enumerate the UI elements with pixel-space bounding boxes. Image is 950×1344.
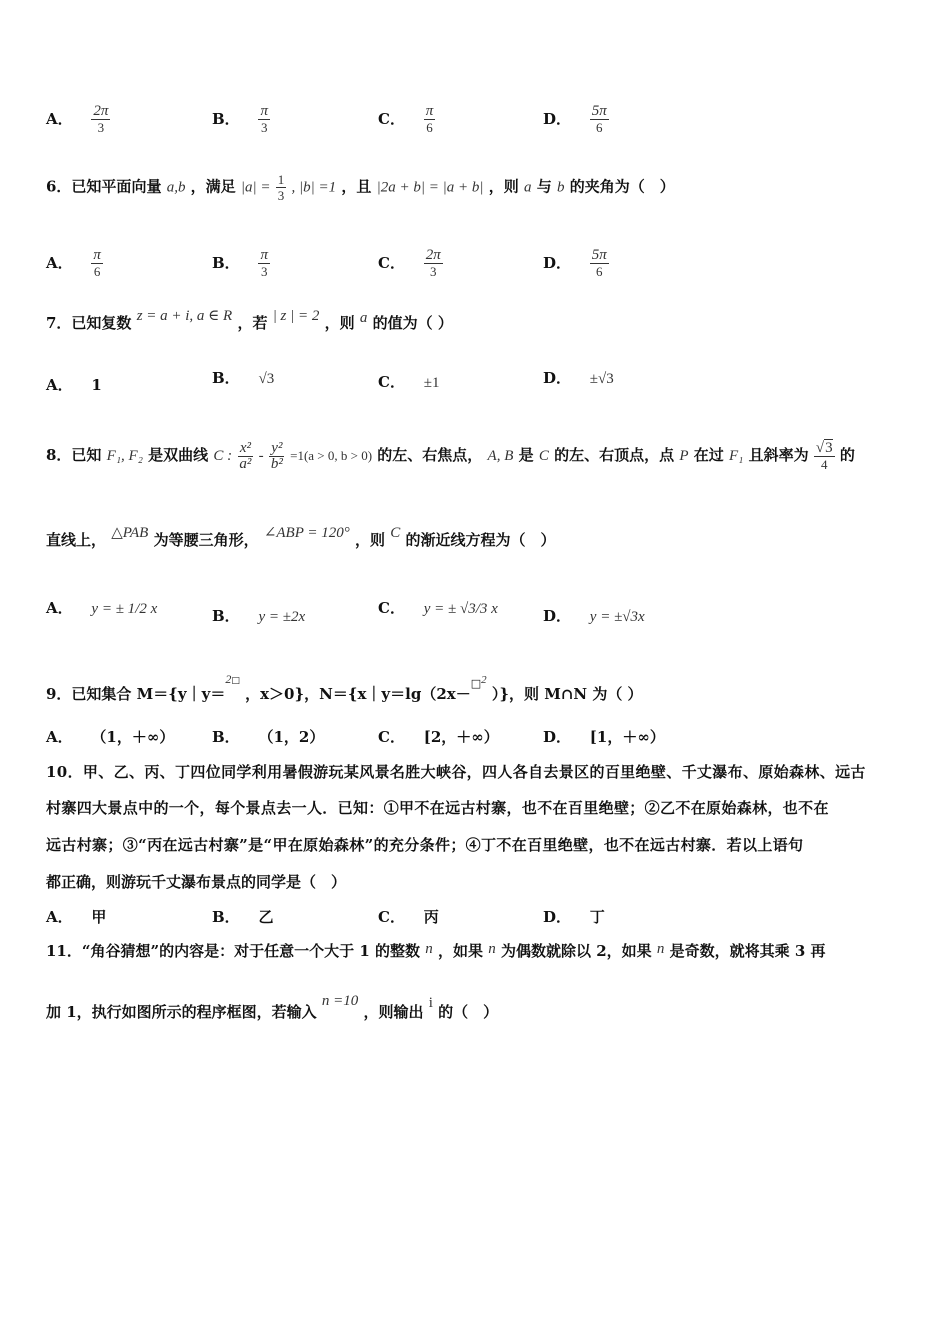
q10-option-d: D． 丁 <box>543 908 605 926</box>
question-10-line-4: 都正确，则游玩千丈瀑布景点的同学是（ ） <box>46 873 347 891</box>
q8-option-a: A． y = ± 1/2 x <box>46 599 158 617</box>
q9-option-a: A． （1，＋∞） <box>46 728 175 746</box>
q9-option-b: B． （1，2） <box>212 728 325 746</box>
question-10-line-3: 远古村寨；③“丙在远古村寨”是“甲在原始森林”的充分条件；④丁不在百里绝壁，也不在远古村寨．若以上语句 <box>46 836 804 854</box>
q7-option-a: A． 1 <box>46 376 102 394</box>
q7-option-b: B． √3 <box>212 369 275 387</box>
question-7: 7．已知复数 z = a + i, a ∈ R ，若 | z | = 2 ，则 a 的值为（ ） <box>46 308 453 332</box>
q7-option-d: D． ±√3 <box>543 369 614 387</box>
fraction: $\frac{5\pi}{6}$ <box>591 103 607 135</box>
fraction: $\frac{2\pi}{3}$ <box>425 247 441 279</box>
question-9: 9．已知集合 M＝{y｜y＝$^{2□}$ ，x＞0}，N＝{x｜y＝lg（2x－$^{□2}$ ）}，则 M∩N 为（ ） <box>46 672 643 703</box>
fraction: $\frac{\pi}{3}$ <box>260 247 268 279</box>
fraction: $\frac{\pi}{6}$ <box>93 247 101 279</box>
q6-option-b: B． $\frac{\pi}{3}$ <box>212 247 268 279</box>
q5-option-d: D． $\frac{5\pi}{6}$ <box>543 103 607 135</box>
q5-option-c: C． $\frac{\pi}{6}$ <box>378 103 434 135</box>
q8-option-c: C． y = ± √3/3 x <box>378 599 498 617</box>
q9-option-d: D． [1，＋∞） <box>543 728 665 746</box>
question-8-line-1: 8．已知 F₁, F₂ 是双曲线 C : $\frac{\text{x²}}{\text{a²}}$ - $\frac{\text{y²}}{\text{b²}}$ =1(a > 0, b > 0) 的左、右焦点， A, B 是 C 的左、右顶点，点 P 在过 F₁ 且斜率为 $\frac{√3}{4}$ 的 <box>46 439 855 472</box>
q6-option-c: C． $\frac{2\pi}{3}$ <box>378 247 441 279</box>
q6-option-a: A． $\frac{\pi}{6}$ <box>46 247 101 279</box>
question-11-line-1: 11．“角谷猜想”的内容是：对于任意一个大于 1 的整数 n ，如果 n 为偶数就除以 2，如果 n 是奇数，就将其乘 3 再 <box>46 941 826 960</box>
fraction: $\frac{2\pi}{3}$ <box>93 103 109 135</box>
fraction: $\frac{5\pi}{6}$ <box>591 247 607 279</box>
q10-option-b: B． 乙 <box>212 908 274 926</box>
question-10-line-2: 村寨四大景点中的一个，每个景点去一人．已知：①甲不在远古村寨，也不在百里绝壁；②乙不在原始森林，也不在 <box>46 799 829 817</box>
q5-option-b: B． $\frac{\pi}{3}$ <box>212 103 268 135</box>
fraction: $\frac{\text{x²}}{\text{a²}}$ <box>239 439 252 472</box>
fraction: $\frac{\pi}{6}$ <box>425 103 434 135</box>
q10-option-a: A． 甲 <box>46 908 107 926</box>
q8-option-b: B． y = ±2x <box>212 607 306 625</box>
q7-option-c: C． ±1 <box>378 373 440 391</box>
fraction: $\frac{√3}{4}$ <box>815 440 833 472</box>
fraction: $\frac{1}{3}$ <box>277 172 285 203</box>
q9-option-c: C． [2，＋∞） <box>378 728 499 746</box>
q8-option-d: D． y = ±√3x <box>543 607 645 625</box>
question-11-line-2: 加 1，执行如图所示的程序框图，若输入 n =10 ，则输出 i 的（ ） <box>46 993 499 1021</box>
question-6: 6．已知平面向量 a,b ，满足 |a| = $\frac{1}{3}$ , |b| =1 ，且 |2a + b| = |a + b| ，则 a 与 b 的夹角为（ ） <box>46 172 675 203</box>
question-8-line-2: 直线上， △PAB 为等腰三角形， ∠ABP = 120° ，则 C 的渐近线方程为（ ） <box>46 525 556 549</box>
fraction: $\frac{\text{y²}}{\text{b²}}$ <box>270 439 283 472</box>
q6-option-d: D． $\frac{5\pi}{6}$ <box>543 247 607 279</box>
q10-option-c: C． 丙 <box>378 908 439 926</box>
question-10-line-1: 10．甲、乙、丙、丁四位同学利用暑假游玩某风景名胜大峡谷，四人各自去景区的百里绝壁、千丈瀑布、原始森林、远古 <box>46 763 866 781</box>
q5-option-a: A． $\frac{2\pi}{3}$ <box>46 103 109 135</box>
fraction: $\frac{\pi}{3}$ <box>260 103 268 135</box>
